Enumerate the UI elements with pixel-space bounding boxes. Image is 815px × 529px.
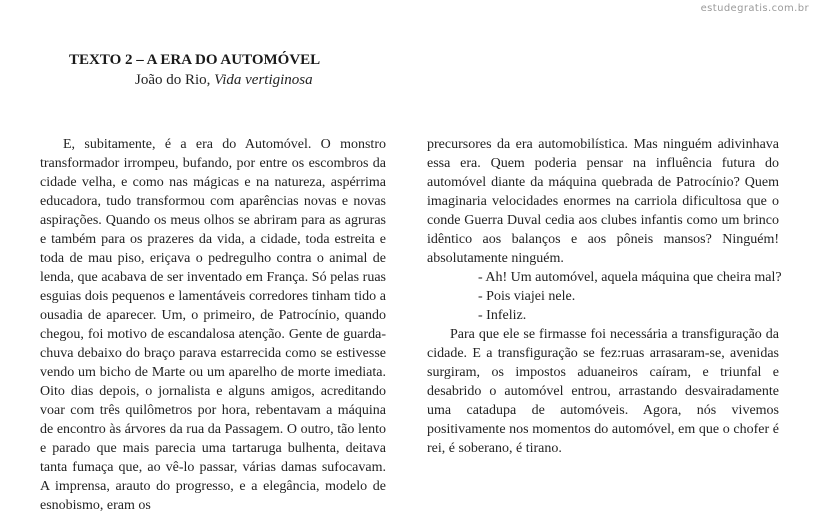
opening-paragraph: E, subitamente, é a era do Automóvel. O monstro transformador irrompeu, bufando, por entre os escombros da cidade velha, e como nas mágicas e na natureza, aspérrima educadora, tudo transformou com aparências novas e novas aspirações. Quando os meus olhos se abriram para as agruras e também para os prazeres da vida, a cidade, toda estreita e toda de mau piso, eriçava o pedregulho contra o animal de lenda, que acabava de ser inventado em França. Só pelas ruas esguias dois pequenos e lamentáveis corredores tinham tido a ousadia de aparecer. Um, o primeiro, de Patrocínio, quando chegou, foi motivo de escandalosa atenção. Gente de guarda-chuva debaixo do braço parava estarrecida como se estivesse vendo um bicho de Marte ou um aparelho de morte imediata. Oito dias depois, o jornalista e alguns amigos, acreditando voar com três quilômetros por hora, rebentavam a máquina de encontro às árvores da rua da Passagem. O outro, tão lento e parado que mais parecia uma tartaruga bulhenta, deitava tanta fumaça que, ao vê-lo passar, várias damas sufocavam. A imprensa, arauto do progresso, e a elegância, modelo de esnobismo, eram os xyxy=(40,137,386,513)
right-column xyxy=(427,135,782,458)
continued-paragraph: precursores da era automobilística. Mas ninguém adivinhava essa era. Quem poderia pensar na influência futura do automóvel diante da máquina quebrada de Patrocínio? Quem imaginaria velocidades enormes na carriola dificultosa que o conde Guerra Duval cedia aos clubes infantis como um brinco idêntico aos balanços e aos pôneis mansos? Ninguém! absolutamente ninguém. xyxy=(427,137,779,266)
text-title: TEXTO 2 – A ERA DO AUTOMÓVEL xyxy=(69,52,321,68)
author-attribution xyxy=(135,72,313,89)
left-column xyxy=(40,135,386,515)
closing-paragraph: Para que ele se firmasse foi necessária a transfiguração da cidade. E a transfiguração se fez:ruas arrasaram-se, avenidas surgiram, os impostos aduaneiros caíram, e triunfal e desabrido o automóvel entrou, arrastando desvairadamente uma catadupa de automóveis. Agora, nós vivemos positivamente nos momentos do automóvel, em que o chofer é rei, é soberano, é tirano. xyxy=(427,327,779,456)
author-name: João do Rio, xyxy=(135,72,215,88)
work-title: Vida vertiginosa xyxy=(214,72,313,88)
dialogue-line: - Infeliz. xyxy=(478,308,527,323)
site-watermark: estudegratis.com.br xyxy=(700,3,809,14)
dialogue-line: - Pois viajei nele. xyxy=(478,289,576,304)
dialogue-line: - Ah! Um automóvel, aquela máquina que cheira mal? xyxy=(478,270,782,285)
